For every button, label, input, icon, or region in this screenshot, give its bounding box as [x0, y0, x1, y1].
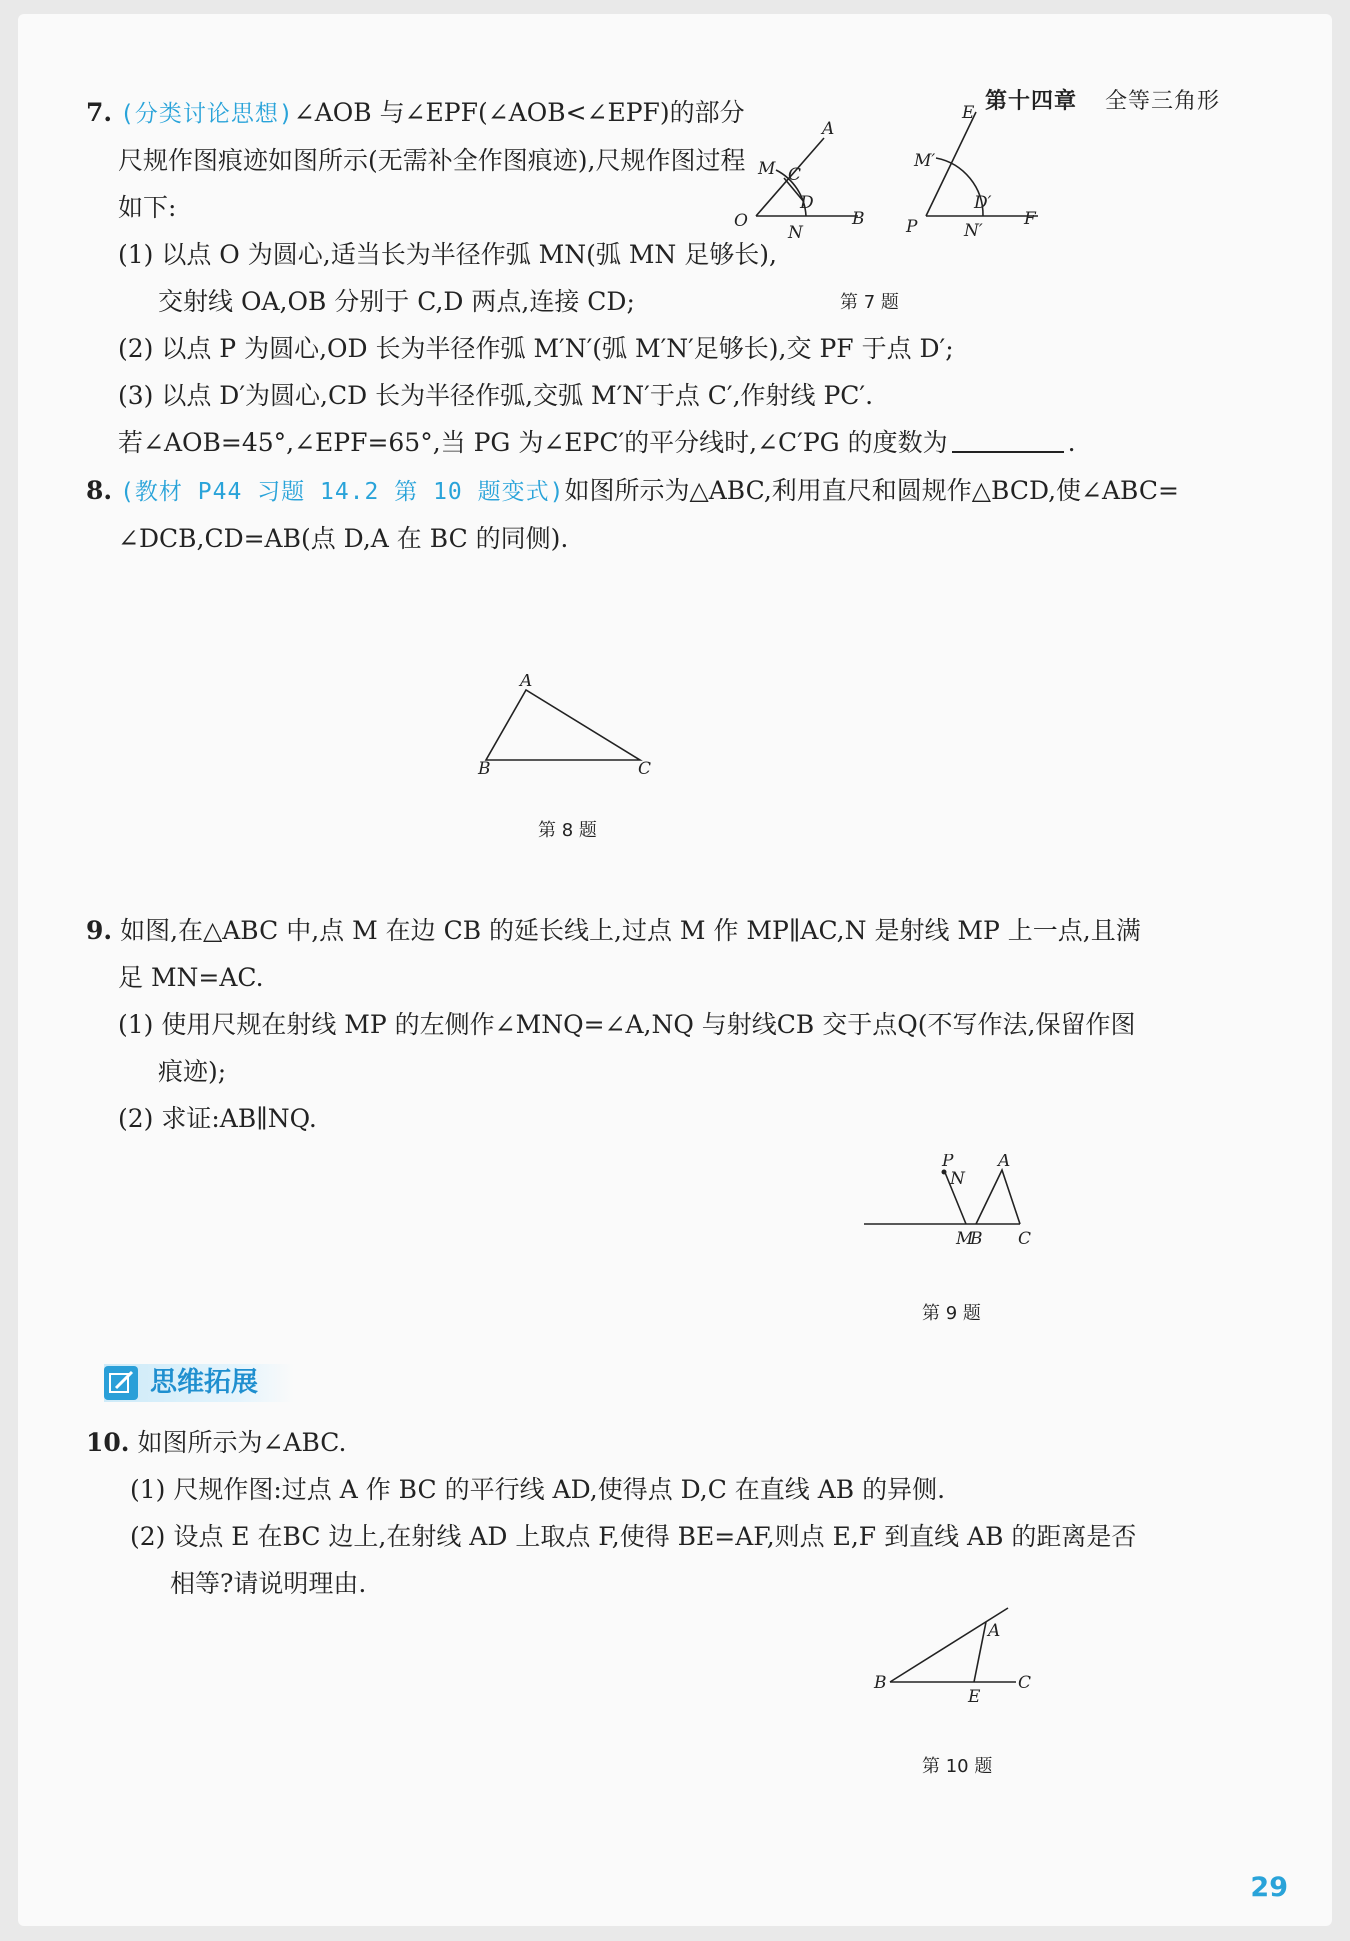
label-c: C: [1018, 1673, 1032, 1693]
page: [18, 14, 1332, 1926]
figure-8-drawing: [476, 674, 666, 774]
label-p: P: [906, 217, 918, 237]
q7-question-text: 若∠AOB=45°,∠EPF=65°,当 PG 为∠EPC′的平分线时,∠C′PG 的度数为: [118, 428, 948, 457]
q7-line2: 尺规作图痕迹如图所示(无需补全作图痕迹),尺规作图过程: [118, 146, 746, 175]
page-number: 29: [1250, 1872, 1288, 1903]
q7-text1: ∠AOB 与∠EPF(∠AOB<∠EPF)的部分: [293, 98, 745, 127]
label-c: C: [638, 759, 652, 774]
figure-9: [860, 1154, 1050, 1254]
q7-step3: (3) 以点 D′为圆心,CD 长为半径作弧,交弧 M′N′于点 C′,作射线 PC′.: [118, 381, 874, 410]
answer-blank[interactable]: [952, 427, 1064, 453]
label-b: B: [970, 1229, 983, 1249]
q8-number: 8.: [86, 476, 113, 505]
figure-8-caption: 第 8 题: [538, 820, 597, 841]
q7-line3: 如下:: [118, 193, 177, 222]
q10-line1: [86, 1426, 346, 1460]
label-n-prime: N′: [964, 221, 983, 241]
q7-step2: (2) 以点 P 为圆心,OD 长为半径作弧 M′N′(弧 M′N′足够长),交 PF 于点 D′;: [118, 334, 954, 363]
label-m: M: [758, 159, 776, 179]
q7-tag: (分类讨论思想): [120, 101, 294, 127]
label-a: A: [988, 1621, 1001, 1641]
label-b: B: [874, 1673, 887, 1693]
segment-ae: [974, 1622, 986, 1682]
label-n: N: [788, 223, 803, 243]
figure-10-caption: 第 10 题: [922, 1756, 993, 1777]
label-o: O: [734, 211, 748, 231]
label-b: B: [478, 759, 491, 774]
figure-7-caption: 第 7 题: [840, 292, 899, 313]
label-n: N: [950, 1169, 965, 1189]
q9-number: 9.: [86, 916, 113, 945]
q8-line2: ∠DCB,CD=AB(点 D,A 在 BC 的同侧).: [118, 524, 569, 553]
label-c: C: [1018, 1229, 1032, 1249]
label-p: P: [942, 1154, 954, 1171]
q9-step1b: 痕迹);: [158, 1057, 227, 1086]
section-header: [104, 1364, 294, 1402]
q7-question-end: .: [1067, 428, 1076, 457]
q9-line2: 足 MN=AC.: [118, 963, 264, 992]
label-a: A: [822, 119, 835, 139]
q7-question: [118, 426, 1076, 460]
label-c: C: [788, 165, 802, 185]
q9-line1: [86, 914, 1141, 948]
q7-line1: [86, 96, 745, 131]
chapter-title: 全等三角形: [1104, 89, 1220, 114]
label-e: E: [968, 1687, 981, 1707]
q10-step1: (1) 尺规作图:过点 A 作 BC 的平行线 AD,使得点 D,C 在直线 AB 的异侧.: [130, 1475, 946, 1504]
figure-7-drawing: [718, 104, 1078, 279]
q8-line1: [86, 474, 1179, 509]
label-d-prime: D′: [974, 193, 992, 213]
chapter-number: 第十四章: [984, 89, 1077, 114]
q10-number: 10.: [86, 1428, 130, 1457]
label-a: A: [998, 1154, 1011, 1171]
label-m-prime: M′: [914, 151, 936, 171]
figure-10: [866, 1604, 1036, 1714]
triangle-abc: [976, 1170, 1020, 1224]
q7-step1a: (1) 以点 O 为圆心,适当长为半径作弧 MN(弧 MN 足够长),: [118, 240, 777, 269]
triangle-abc: [486, 690, 640, 760]
q9-text1: 如图,在△ABC 中,点 M 在边 CB 的延长线上,过点 M 作 MP∥AC,N 是射线 MP 上一点,且满: [120, 916, 1141, 945]
q10-text1: 如图所示为∠ABC.: [137, 1428, 347, 1457]
figure-10-drawing: [866, 1604, 1036, 1714]
label-a: A: [520, 674, 533, 691]
figure-7: [718, 104, 1078, 279]
ray-ba: [890, 1608, 1008, 1682]
label-e: E: [962, 104, 975, 123]
figure-9-drawing: [860, 1154, 1050, 1254]
label-d: D: [800, 193, 814, 213]
label-m: M: [956, 1229, 974, 1249]
figure-8: [476, 674, 666, 774]
label-b: B: [852, 209, 865, 229]
q8-tag: (教材 P44 习题 14.2 第 10 题变式): [120, 479, 565, 505]
q10-step2b: 相等?请说明理由.: [170, 1569, 367, 1598]
q10-step2a: (2) 设点 E 在BC 边上,在射线 AD 上取点 F,使得 BE=AF,则点 E,F 到直线 AB 的距离是否: [130, 1522, 1137, 1551]
q7-number: 7.: [86, 98, 113, 127]
q8-text1: 如图所示为△ABC,利用直尺和圆规作△BCD,使∠ABC=: [564, 476, 1179, 505]
q9-step1a: (1) 使用尺规在射线 MP 的左侧作∠MNQ=∠A,NQ 与射线CB 交于点Q(不写作法,保留作图: [118, 1010, 1136, 1039]
q9-step2: (2) 求证:AB∥NQ.: [118, 1104, 317, 1133]
pencil-icon: [104, 1366, 138, 1400]
label-f: F: [1024, 209, 1036, 229]
figure-9-caption: 第 9 题: [922, 1303, 981, 1324]
q7-step1b: 交射线 OA,OB 分别于 C,D 两点,连接 CD;: [158, 287, 635, 316]
section-title: 思维拓展: [150, 1367, 258, 1398]
